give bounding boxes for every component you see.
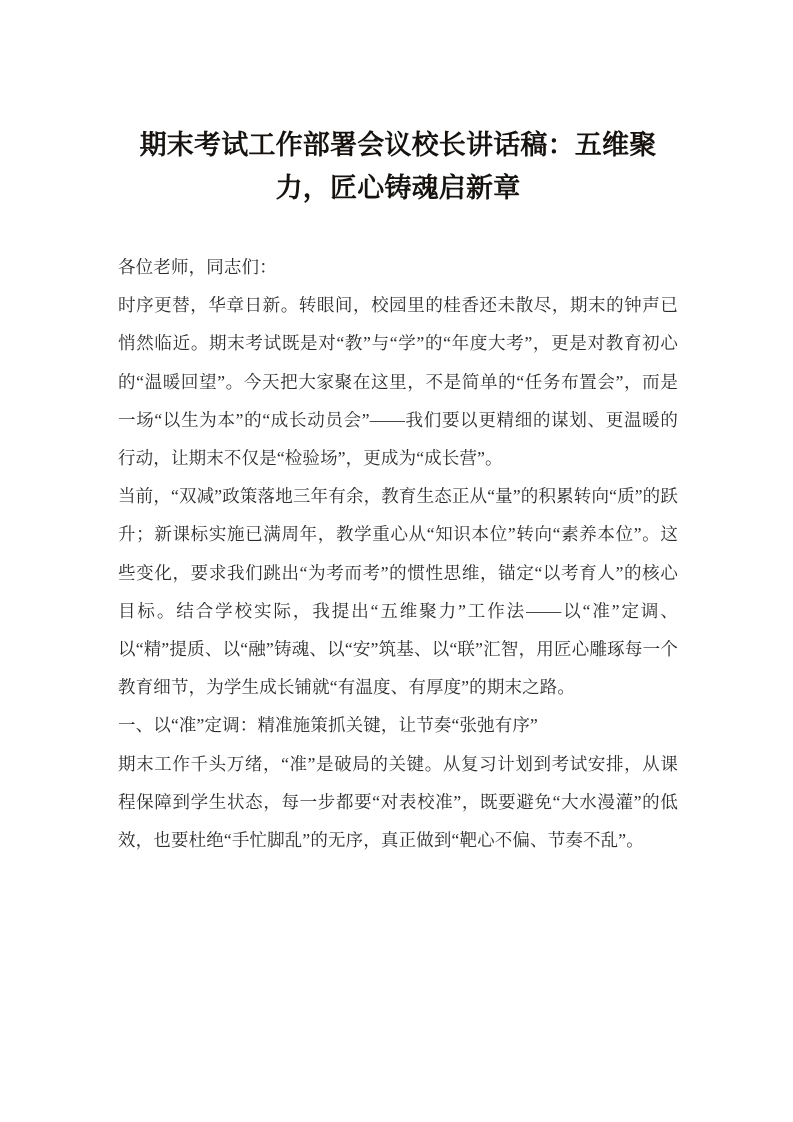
paragraph-opening: 时序更替，华章日新。转眼间，校园里的桂香还未散尽，期末的钟声已悄然临近。期末考试既是对“教”与“学”的“年度大考”，更是对教育初心的“温暖回望”。今天把大家聚在这里，不是简单的“任务布置会”，而是一场“以生为本”的“成长动员会”——我们要以更精细的谋划、更温暖的行动，让期末不仅是“检验场”，更成为“成长营”。 (118, 295, 678, 469)
section-heading-one: 一、以“准”定调：精准施策抓关键，让节奏“张弛有序” (118, 715, 538, 736)
document-body (118, 248, 678, 859)
paragraph-section-one-body: 期末工作千头万绪，“准”是破局的关键。从复习计划到考试安排，从课程保障到学生状态，每一步都要“对表校准”，既要避免“大水漫灌”的低效，也要杜绝“手忙脚乱”的无序，真正做到“靶心不偏、节奏不乱”。 (118, 753, 678, 851)
paragraph-background: 当前，“双减”政策落地三年有余，教育生态正从“量”的积累转向“质”的跃升；新课标实施已满周年，教学重心从“知识本位”转向“素养本位”。这些变化，要求我们跳出“为考而考”的惯性思维，锚定“以考育人”的核心目标。结合学校实际，我提出“五维聚力”工作法——以“准”定调、以“精”提质、以“融”铸魂、以“安”筑基、以“联”汇智，用匠心雕琢每一个教育细节，为学生成长铺就“有温度、有厚度”的期末之路。 (118, 486, 678, 698)
paragraph-salutation: 各位老师，同志们： (118, 257, 277, 277)
page-title: 期末考试工作部署会议校长讲话稿：五维聚力，匠心铸魂启新章 (139, 130, 657, 203)
document-content (118, 0, 678, 859)
